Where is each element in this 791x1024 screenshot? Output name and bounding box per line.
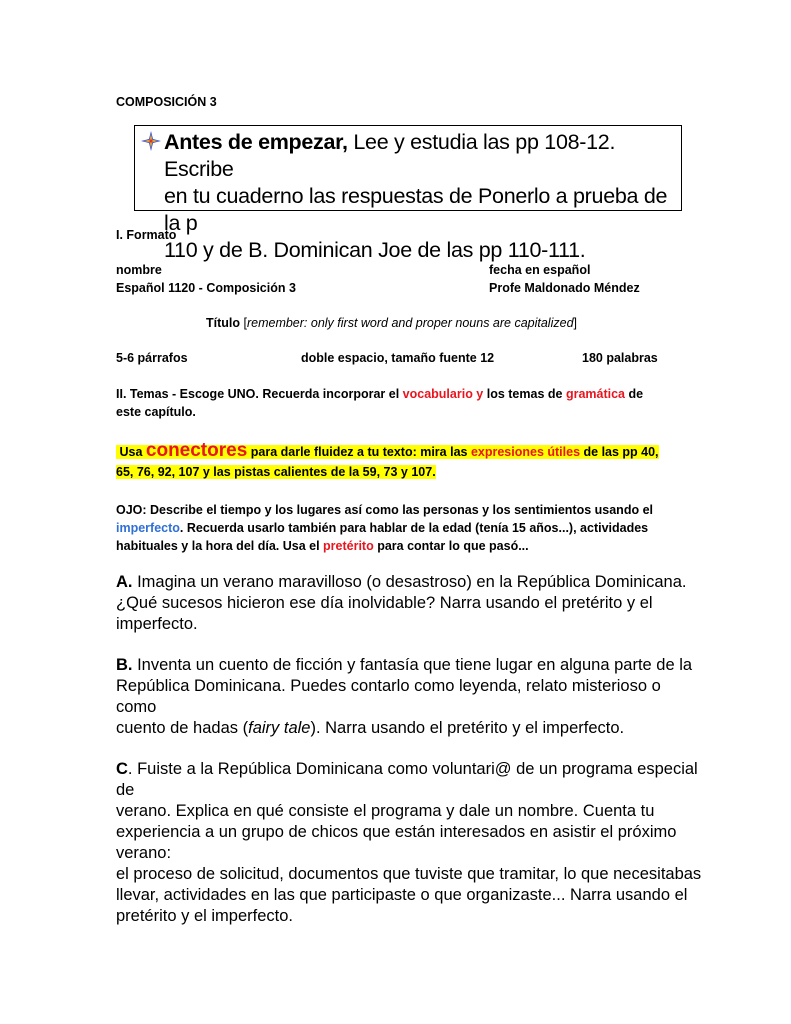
ojo-line-2: . Recuerda usarlo también para hablar de la edad (tenía 15 años...), actividades — [179, 521, 649, 535]
option-a-line-1: Imagina un verano maravilloso (o desastroso) en la República Dominicana. — [132, 573, 687, 591]
formato-left-2: Español 1120 - Composición 3 — [116, 281, 296, 295]
option-b-line-2: República Dominicana. Puedes contarlo como leyenda, relato misterioso o como — [116, 677, 661, 716]
ojo-line-3a: habituales y la hora del día. Usa el — [116, 539, 324, 553]
option-b-letter: B. — [116, 656, 133, 674]
option-a-line-3: imperfecto. — [116, 615, 198, 633]
titulo-note: remember: only first word and proper nouns are capitalized — [246, 316, 574, 330]
option-b-line-1: Inventa un cuento de ficción y fantasía que tiene lugar en alguna parte de la — [132, 656, 693, 674]
conectores-paragraph — [116, 441, 676, 482]
option-b-line-3a: cuento de hadas ( — [116, 719, 249, 737]
star-bullet-icon — [140, 130, 162, 152]
palabras-text: 180 palabras — [582, 351, 658, 365]
temas-line-2: este capítulo. — [116, 405, 196, 419]
option-c-line-6: pretérito y el imperfecto. — [116, 907, 293, 925]
formato-left-1: nombre — [116, 263, 162, 277]
conectores-part-2: de las pp 40, — [580, 445, 659, 459]
option-b-fairy: fairy tale — [248, 719, 311, 737]
ojo-paragraph — [116, 501, 686, 555]
temas-part-2: los temas de — [483, 387, 566, 401]
temas-gram: gramática — [565, 387, 626, 401]
titulo-label: Título — [206, 316, 241, 330]
option-c-line-2: verano. Explica en qué consiste el programa y dale un nombre. Cuenta tu — [116, 802, 655, 820]
formato-right-1: fecha en español — [489, 263, 591, 277]
option-c-line-3: experiencia a un grupo de chicos que están interesados en asistir el próximo verano: — [116, 823, 677, 862]
parrafos-text: 5-6 párrafos — [116, 351, 188, 365]
espacio-text: doble espacio, tamaño fuente 12 — [301, 351, 495, 365]
conectores-highlight-1 — [116, 440, 659, 461]
option-b-line-3b: ). Narra usando el pretérito y el imperfecto. — [310, 719, 625, 737]
temas-part-3: de — [625, 387, 644, 401]
ojo-preterito: pretérito — [323, 539, 374, 553]
titulo-line: Título [remember: only first word and proper nouns are capitalized] — [206, 316, 578, 330]
option-b — [116, 655, 696, 739]
option-c — [116, 759, 706, 927]
temas-part-1: II. Temas - Escoge UNO. Recuerda incorporar el — [116, 387, 403, 401]
option-a-line-2: ¿Qué sucesos hicieron ese día inolvidable? Narra usando el pretérito y el — [116, 594, 653, 612]
option-c-letter: C — [116, 760, 128, 778]
option-c-line-1: . Fuiste a la República Dominicana como voluntari@ de un programa especial de — [116, 760, 698, 799]
conectores-expr: expresiones útiles — [470, 445, 581, 459]
conectores-word: conectores — [145, 440, 248, 461]
intro-text-1: Lee y estudia las pp 108-12. Escribe — [164, 130, 616, 181]
composition-title: COMPOSICIÓN 3 — [116, 95, 217, 109]
formato-heading: I. Formato — [116, 228, 177, 242]
intro-text-2: en tu cuaderno las respuestas de Ponerlo a prueba de la p — [164, 184, 668, 235]
intro-text — [164, 129, 679, 264]
intro-lead: Antes de empezar, — [164, 130, 348, 154]
option-a — [116, 572, 696, 635]
conectores-part-1: para darle fluidez a tu texto: mira las — [247, 445, 471, 459]
option-c-line-5: llevar, actividades en las que participaste o que organizaste... Narra usando el — [116, 886, 688, 904]
temas-vocab: vocabulario y — [402, 387, 484, 401]
conectores-usa: Usa — [119, 445, 146, 459]
ojo-imperfecto: imperfecto — [116, 521, 180, 535]
intro-text-3: 110 y de B. Dominican Joe de las pp 110-111. — [164, 238, 586, 262]
ojo-line-1: OJO: Describe el tiempo y los lugares así como las personas y los sentimientos usando el — [116, 503, 653, 517]
option-c-line-4: el proceso de solicitud, documentos que tuviste que tramitar, lo que necesitabas — [116, 865, 702, 883]
ojo-line-3b: para contar lo que pasó... — [373, 539, 529, 553]
conectores-line-2: 65, 76, 92, 107 y las pistas calientes de la 59, 73 y 107. — [116, 465, 436, 479]
option-a-letter: A. — [116, 573, 133, 591]
formato-right-2: Profe Maldonado Méndez — [489, 281, 640, 295]
temas-paragraph — [116, 385, 676, 421]
